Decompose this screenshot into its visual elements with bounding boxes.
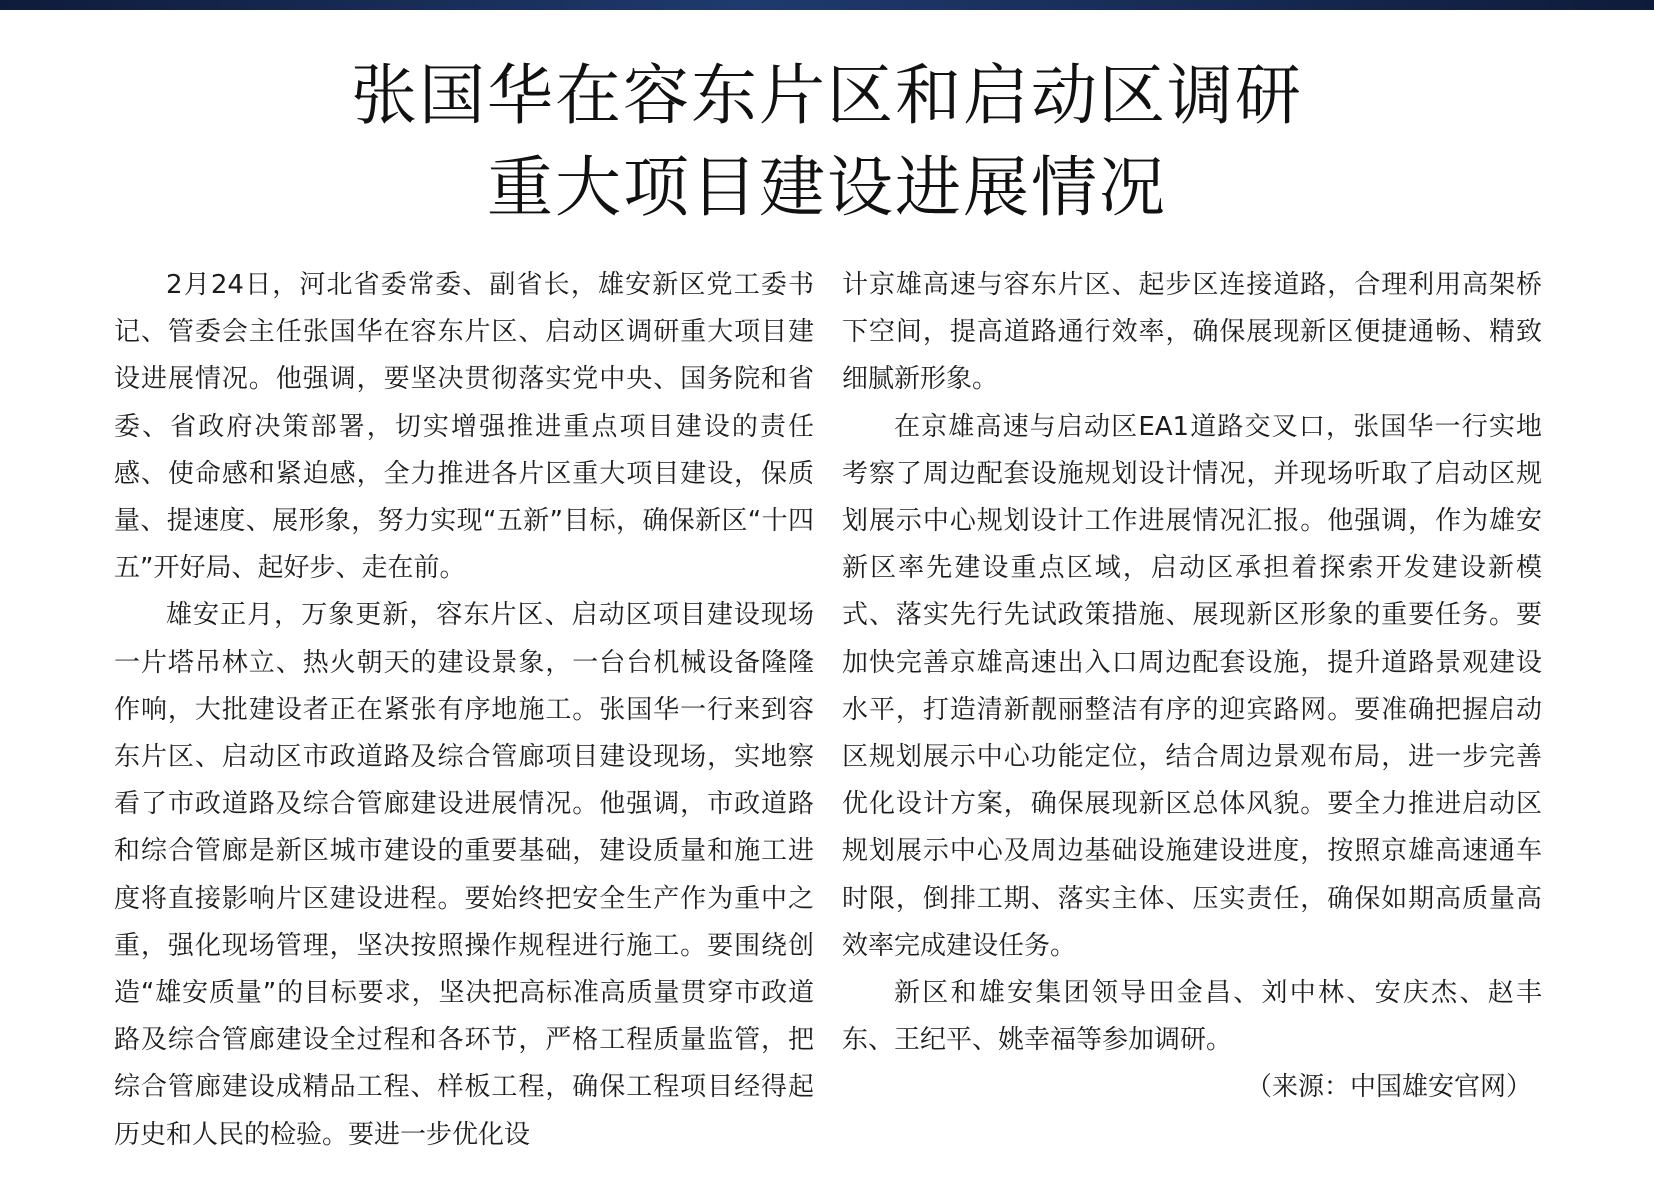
top-decorative-bar [0,0,1654,10]
paragraph-3: 在京雄高速与启动区EA1道路交叉口，张国华一行实地考察了周边配套设施规划设计情况，并现场听取了启动区规划展示中心规划设计工作进展情况汇报。他强调，作为雄安新区率先建设重点区域，启动区承担着探索开发建设新模式、落实先行先试政策措施、展现新区形象的重要任务。要加快完善京雄高速出入口周边配套设施，提升道路景观建设水平，打造清新靓丽整洁有序的迎宾路网。要准确把握启动区规划展示中心功能定位，结合周边景观布局，进一步完善优化设计方案，确保展现新区总体风貌。要全力推进启动区规划展示中心及周边基础设施建设进度，按照京雄高速通车时限，倒排工期、落实主体、压实责任，确保如期高质量高效率完成建设任务。 [842,411,1542,961]
paragraph-4: 新区和雄安集团领导田金昌、刘中林、安庆杰、赵丰东、王纪平、姚幸福等参加调研。 [842,978,1542,1056]
paragraph-1: 2月24日，河北省委常委、副省长，雄安新区党工委书记、管委会主任张国华在容东片区、启动区调研重大项目建设进展情况。他强调，要坚决贯彻落实党中央、国务院和省委、省政府决策部署，切实增强推进重点项目建设的责任感、使命感和紧迫感，全力推进各片区重大项目建设，保质量、提速度、展形象，努力实现“五新”目标，确保新区“十四五”开好局、起好步、走在前。 [114,270,814,584]
article-source: （来源：中国雄安官网） [1245,1072,1532,1103]
paragraph-2-continued: 计京雄高速与容东片区、起步区连接道路，合理利用高架桥下空间，提高道路通行效率，确保展现新区便捷通畅、精致细腻新形象。 [842,270,1542,395]
article-headline [0,50,1654,234]
headline-line-2: 重大项目建设进展情况 [487,149,1167,226]
article-column-left [114,262,814,1159]
article-column-right [842,262,1542,1112]
paragraph-2: 雄安正月，万象更新，容东片区、启动区项目建设现场一片塔吊林立、热火朝天的建设景象，一台台机械设备隆隆作响，大批建设者正在紧张有序地施工。张国华一行来到容东片区、启动区市政道路及综合管廊项目建设现场，实地察看了市政道路及综合管廊建设进展情况。他强调，市政道路和综合管廊是新区城市建设的重要基础，建设质量和施工进度将直接影响片区建设进程。要始终把安全生产作为重中之重，强化现场管理，坚决按照操作规程进行施工。要围绕创造“雄安质量”的目标要求，坚决把高标准高质量贯穿市政道路及综合管廊建设全过程和各环节，严格工程质量监管，把综合管廊建设成精品工程、样板工程，确保工程项目经得起历史和人民的检验。要进一步优化设 [114,600,814,1150]
headline-line-1: 张国华在容东片区和启动区调研 [351,57,1303,134]
